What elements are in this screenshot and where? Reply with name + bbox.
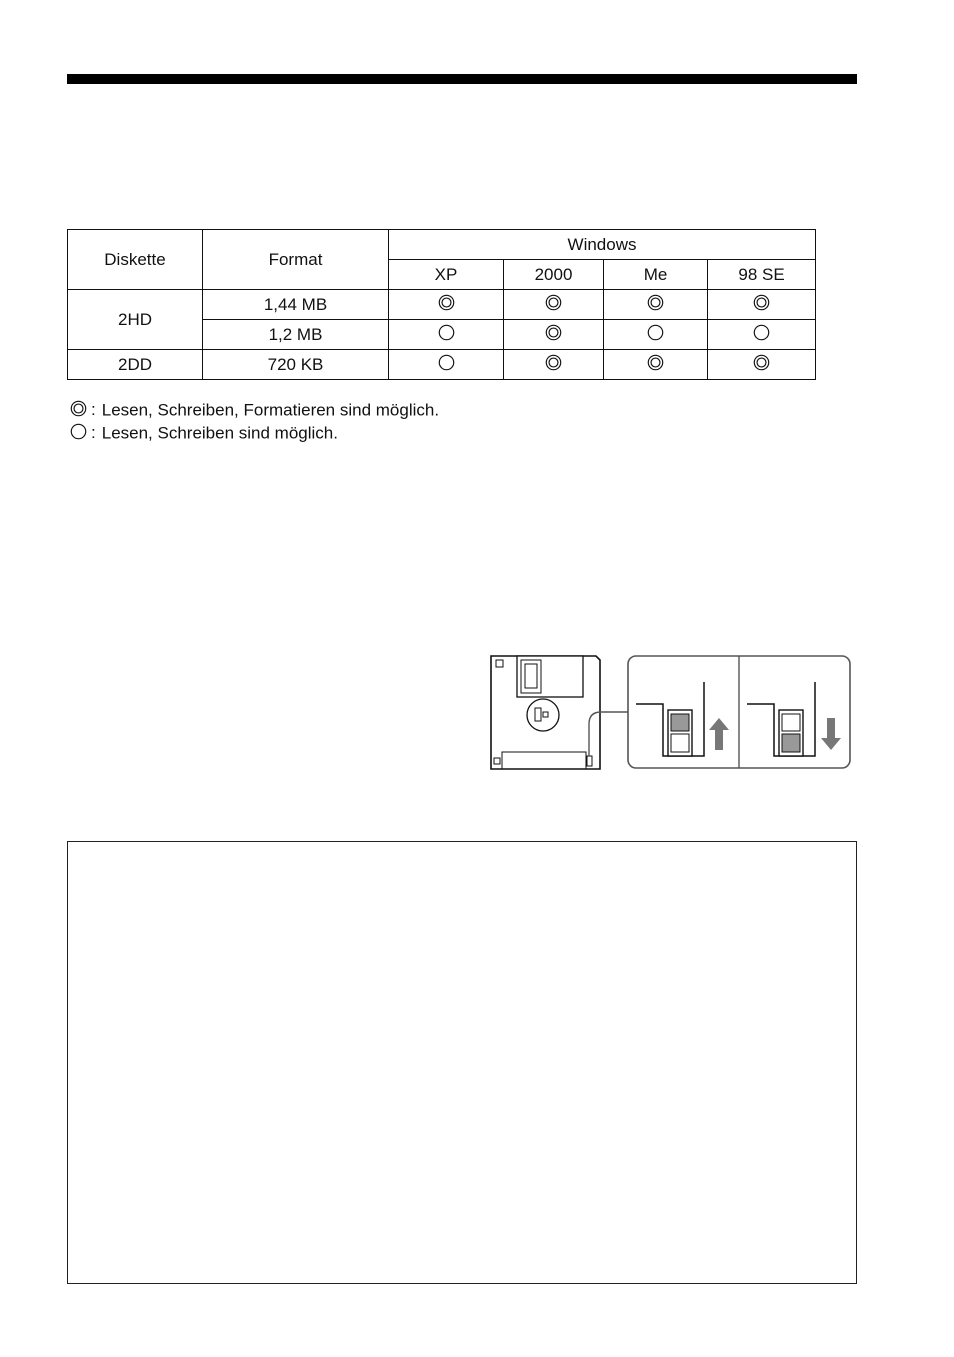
- header-disk: Diskette: [68, 230, 203, 290]
- double-circle-icon: [545, 294, 562, 316]
- circle-icon: [70, 423, 87, 445]
- format-cell: 1,44 MB: [203, 290, 389, 320]
- double-circle-icon: [545, 324, 562, 346]
- legend-separator: :: [91, 400, 96, 420]
- top-rule: [67, 74, 857, 84]
- double-circle-icon: [753, 354, 770, 376]
- circle-icon: [438, 354, 455, 376]
- disk-cell: 2HD: [68, 290, 203, 350]
- double-circle-icon: [647, 294, 664, 316]
- circle-icon: [753, 324, 770, 346]
- support-cell: [604, 350, 708, 380]
- double-circle-icon: [753, 294, 770, 316]
- support-cell: [504, 350, 604, 380]
- format-cell: 1,2 MB: [203, 320, 389, 350]
- double-circle-icon: [70, 400, 87, 422]
- header-os-98se: 98 SE: [708, 260, 816, 290]
- note-box: [67, 841, 857, 1284]
- support-cell: [504, 290, 604, 320]
- support-cell: [389, 350, 504, 380]
- table-row: [68, 290, 816, 320]
- header-os-xp: XP: [389, 260, 504, 290]
- support-cell: [389, 290, 504, 320]
- write-protect-illustration: [488, 652, 854, 772]
- legend-full: [70, 400, 439, 422]
- legend-full-text: Lesen, Schreiben, Formatieren sind möglich.: [101, 400, 440, 420]
- table-row: [68, 350, 816, 380]
- header-windows: Windows: [389, 230, 816, 260]
- support-cell: [389, 320, 504, 350]
- header-os-2000: 2000: [504, 260, 604, 290]
- circle-icon: [647, 324, 664, 346]
- legend-separator: :: [91, 423, 96, 443]
- header-os-me: Me: [604, 260, 708, 290]
- format-cell: 720 KB: [203, 350, 389, 380]
- double-circle-icon: [647, 354, 664, 376]
- support-cell: [708, 290, 816, 320]
- legend-read-write-text: Lesen, Schreiben sind möglich.: [101, 423, 338, 443]
- header-format: Format: [203, 230, 389, 290]
- support-cell: [708, 350, 816, 380]
- double-circle-icon: [438, 294, 455, 316]
- floppy-disk-icon: [491, 656, 628, 769]
- support-cell: [604, 290, 708, 320]
- legend-read-write: [70, 423, 338, 445]
- support-cell: [708, 320, 816, 350]
- disk-cell: 2DD: [68, 350, 203, 380]
- floppy-compatibility-table: [67, 229, 816, 380]
- circle-icon: [438, 324, 455, 346]
- support-cell: [604, 320, 708, 350]
- support-cell: [504, 320, 604, 350]
- double-circle-icon: [545, 354, 562, 376]
